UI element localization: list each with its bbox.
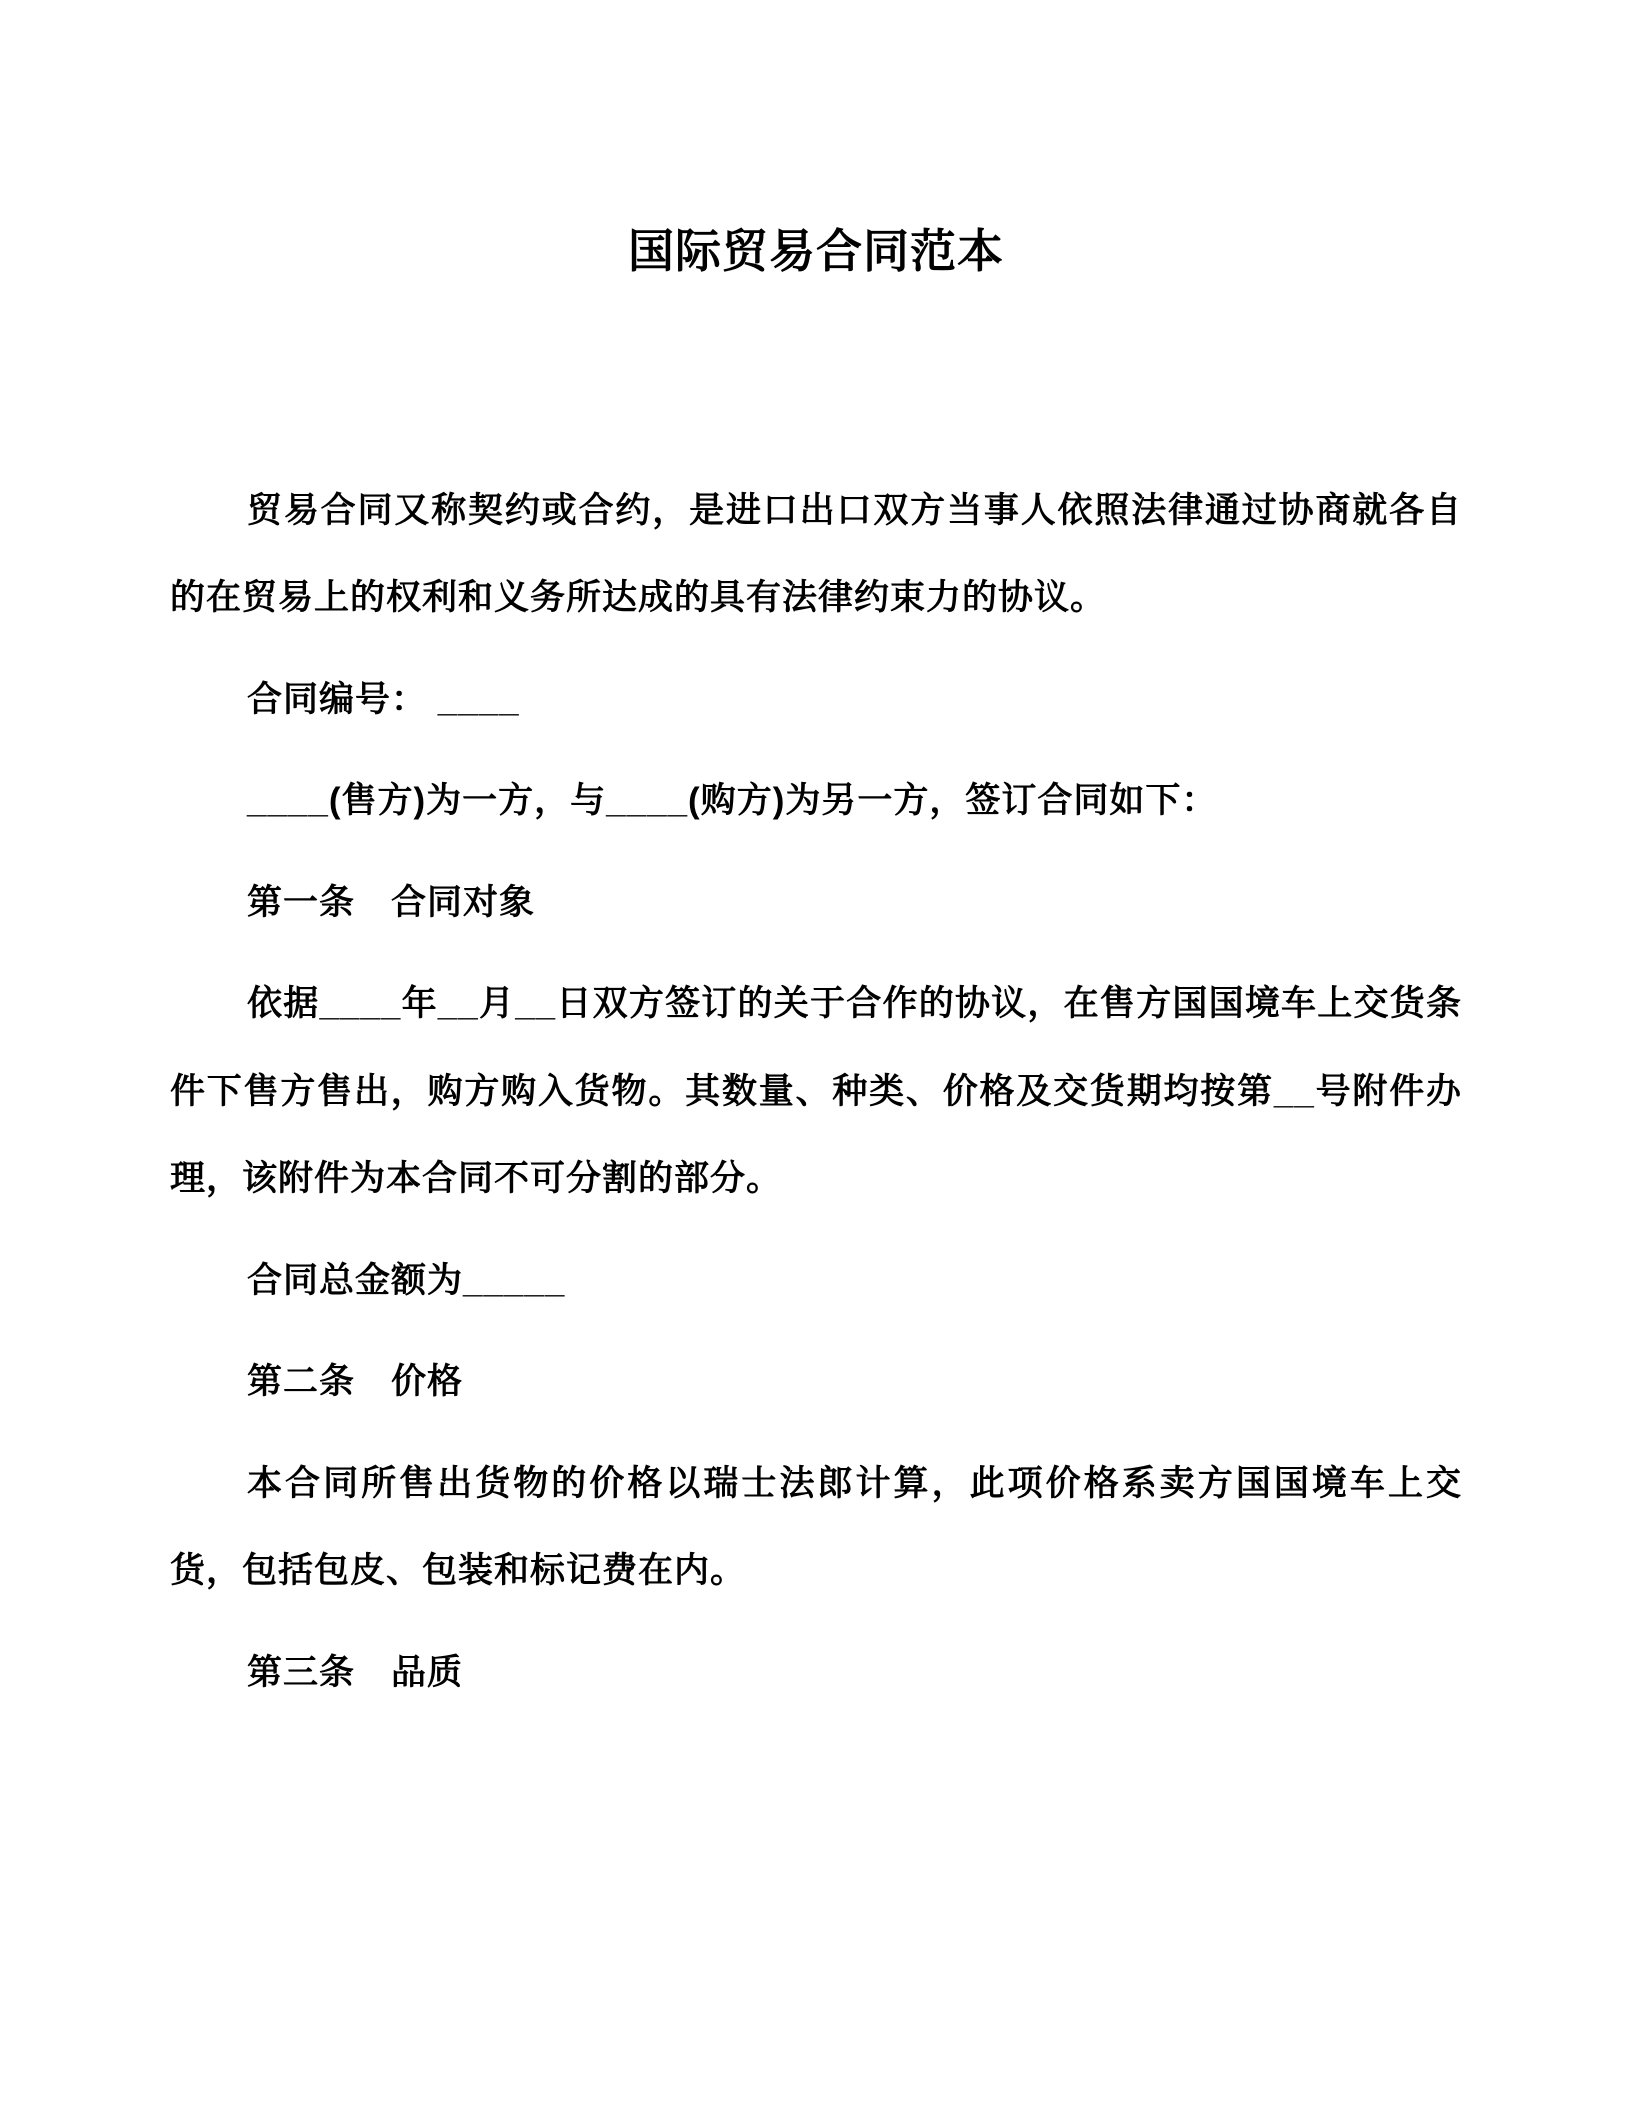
- intro-paragraph: 贸易合同又称契约或合约，是进口出口双方当事人依照法律通过协商就各自的在贸易上的权利和义务所达成的具有法律约束力的协议。: [170, 490, 1462, 618]
- article-3-heading: 第三条 品质: [247, 1652, 464, 1692]
- document-title: 国际贸易合同范本: [628, 225, 1004, 277]
- article-1-heading: 第一条 合同对象: [247, 882, 536, 922]
- parties-line: ____(售方)为一方，与____(购方)为另一方，签订合同如下：: [247, 781, 1218, 821]
- article-2-heading: 第二条 价格: [247, 1362, 464, 1402]
- total-amount-line: 合同总金额为_____: [247, 1260, 566, 1300]
- article-2-body: 本合同所售出货物的价格以瑞士法郎计算，此项价格系卖方国国境车上交货，包括包皮、包装和标记费在内。: [170, 1463, 1462, 1591]
- article-1-body: 依据____年__月__日双方签订的关于合作的协议，在售方国国境车上交货条件下售方售出，购方购入货物。其数量、种类、价格及交货期均按第__号附件办理，该附件为本合同不可分割的部分。: [170, 984, 1462, 1199]
- contract-number-line: 合同编号： ____: [247, 679, 520, 719]
